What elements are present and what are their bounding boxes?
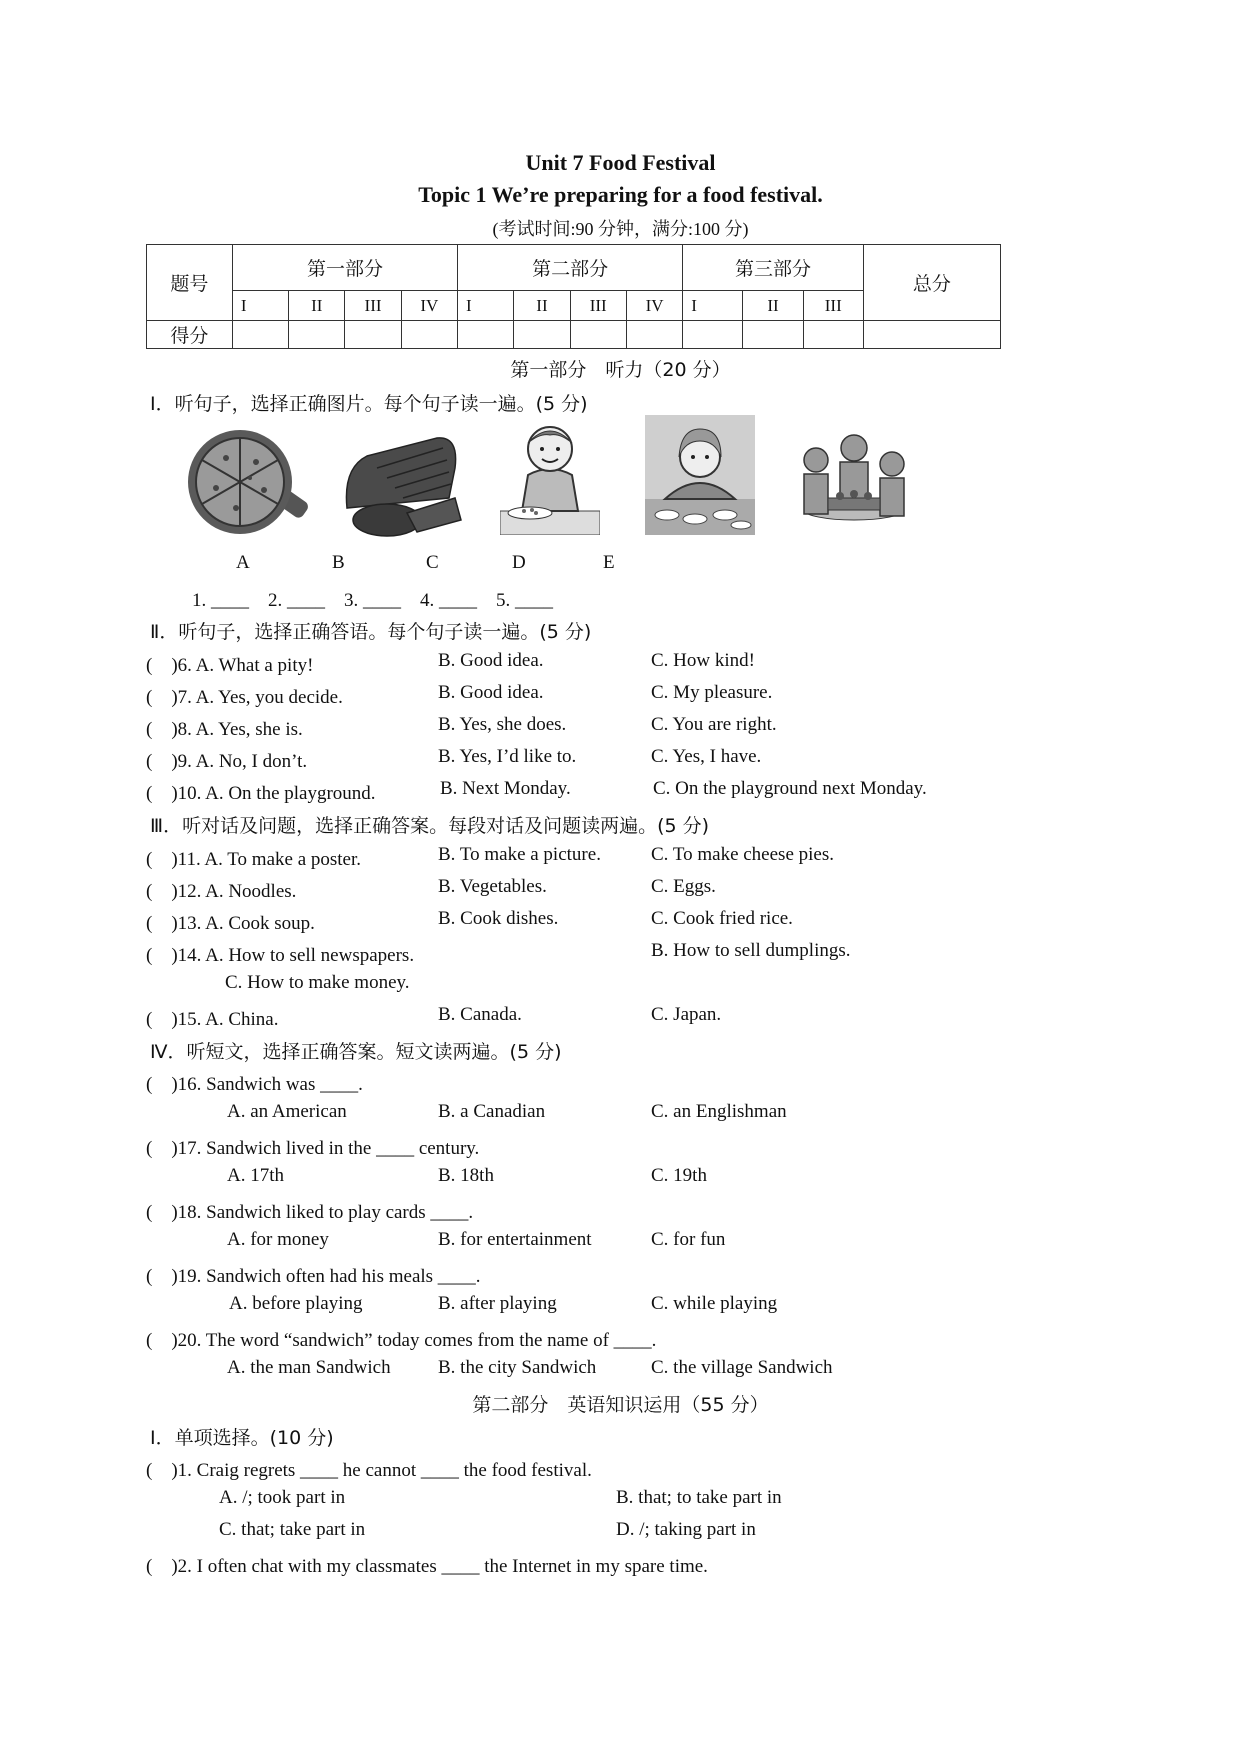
score-cell[interactable] <box>570 321 626 349</box>
question-text: ( )6. A. What a pity! <box>146 655 314 676</box>
option-a: A. an American <box>227 1101 347 1122</box>
unit-title: Unit 7 Food Festival <box>525 150 716 175</box>
option-c: C. How kind! <box>651 650 755 671</box>
woman-dumplings-picture <box>645 415 755 535</box>
option-c: C. You are right. <box>651 714 777 735</box>
option-c: C. that; take part in <box>219 1519 366 1540</box>
score-cell[interactable] <box>743 321 803 349</box>
option-b: B. after playing <box>438 1293 557 1314</box>
option-b: B. Vegetables. <box>438 876 547 897</box>
picture-letter: B <box>332 552 345 573</box>
option-c: C. the village Sandwich <box>651 1357 833 1378</box>
option-c: C. Japan. <box>651 1004 722 1025</box>
score-cell[interactable] <box>626 321 682 349</box>
option-b: B. Good idea. <box>438 682 544 703</box>
option-b: B. To make a picture. <box>438 844 601 865</box>
score-cell[interactable] <box>232 321 288 349</box>
question-text: ( )17. Sandwich lived in the ____ century. <box>146 1138 480 1159</box>
option-a: A. for money <box>227 1229 329 1250</box>
score-cell[interactable] <box>683 321 743 349</box>
option-c: C. On the playground next Monday. <box>653 778 927 799</box>
option-c: C. 19th <box>651 1165 707 1186</box>
section-heading: Ⅰ．听句子，选择正确图片。每个句子读一遍。(5 分) <box>150 393 588 415</box>
sub-label: II <box>289 291 345 321</box>
section-heading: Ⅱ．听句子，选择正确答语。每个句子读一遍。(5 分) <box>150 621 592 643</box>
sub-label: I <box>458 291 514 321</box>
picture-letter: A <box>236 552 250 573</box>
question-text: ( )16. Sandwich was ____. <box>146 1074 363 1095</box>
sub-label: III <box>345 291 401 321</box>
question-text: ( )19. Sandwich often had his meals ____. <box>146 1266 481 1287</box>
question-text: ( )18. Sandwich liked to play cards ____. <box>146 1202 474 1223</box>
section-heading: Ⅳ．听短文，选择正确答案。短文读两遍。(5 分) <box>150 1041 562 1063</box>
option-c: C. Eggs. <box>651 876 716 897</box>
option-c: C. To make cheese pies. <box>651 844 834 865</box>
pizza-picture <box>186 428 314 538</box>
option-d: D. /; taking part in <box>616 1519 756 1540</box>
bread-picture <box>337 428 465 538</box>
question-text: ( )8. A. Yes, she is. <box>146 719 303 740</box>
question-text: ( )2. I often chat with my classmates ____ the Internet in my spare time. <box>146 1556 708 1577</box>
picture-letter: D <box>512 552 526 573</box>
option-a: A. /; took part in <box>219 1487 346 1508</box>
score-cell[interactable] <box>401 321 457 349</box>
sub-label: II <box>514 291 570 321</box>
sub-label: I <box>683 291 743 321</box>
question-text: ( )14. A. How to sell newspapers. <box>146 945 415 966</box>
part1-heading: 第一部分 听力（20 分） <box>510 359 731 381</box>
answer-blanks: 1. ____ 2. ____ 3. ____ 4. ____ 5. ____ <box>192 590 554 611</box>
option-c: C. an Englishman <box>651 1101 787 1122</box>
option-b: B. the city Sandwich <box>438 1357 597 1378</box>
option-a: A. before playing <box>229 1293 363 1314</box>
option-b: B. a Canadian <box>438 1101 546 1122</box>
exam-info: (考试时间:90 分钟，满分:100 分) <box>492 219 749 239</box>
option-c: C. for fun <box>651 1229 726 1250</box>
part2-heading: 第二部分 英语知识运用（55 分） <box>472 1394 769 1416</box>
total-label: 总分 <box>863 245 1000 321</box>
picture-letter: E <box>603 552 615 573</box>
option-a: A. 17th <box>227 1165 284 1186</box>
kids-party-picture <box>784 420 919 530</box>
option-b: B. How to sell dumplings. <box>651 940 851 961</box>
question-text: ( )15. A. China. <box>146 1009 279 1030</box>
score-label: 得分 <box>147 321 233 349</box>
picture-letter: C <box>426 552 439 573</box>
option-c: C. while playing <box>651 1293 778 1314</box>
sub-label: IV <box>626 291 682 321</box>
question-text: ( )7. A. Yes, you decide. <box>146 687 343 708</box>
score-cell[interactable] <box>289 321 345 349</box>
section-heading: Ⅰ．单项选择。(10 分) <box>150 1427 334 1449</box>
option-c: C. How to make money. <box>225 972 410 993</box>
part-header: 第一部分 <box>232 245 457 291</box>
score-cell[interactable] <box>803 321 863 349</box>
row-label: 题号 <box>147 245 233 321</box>
score-cell[interactable] <box>514 321 570 349</box>
option-c: C. Yes, I have. <box>651 746 762 767</box>
score-table <box>146 244 1001 349</box>
sub-label: I <box>232 291 288 321</box>
sub-label: III <box>803 291 863 321</box>
option-b: B. Next Monday. <box>440 778 571 799</box>
question-text: ( )1. Craig regrets ____ he cannot ____ the food festival. <box>146 1460 592 1481</box>
option-c: C. Cook fried rice. <box>651 908 793 929</box>
topic-title: Topic 1 We’re preparing for a food festival. <box>418 182 823 207</box>
option-a: A. the man Sandwich <box>227 1357 391 1378</box>
question-text: ( )10. A. On the playground. <box>146 783 376 804</box>
option-b: B. Yes, I’d like to. <box>438 746 577 767</box>
sub-label: IV <box>401 291 457 321</box>
option-b: B. for entertainment <box>438 1229 592 1250</box>
question-text: ( )11. A. To make a poster. <box>146 849 362 870</box>
question-text: ( )9. A. No, I don’t. <box>146 751 308 772</box>
option-b: B. Canada. <box>438 1004 522 1025</box>
score-cell[interactable] <box>863 321 1000 349</box>
sub-label: II <box>743 291 803 321</box>
option-b: B. Good idea. <box>438 650 544 671</box>
part-header: 第二部分 <box>458 245 683 291</box>
score-cell[interactable] <box>458 321 514 349</box>
boy-cooking-picture <box>500 415 600 535</box>
question-text: ( )20. The word “sandwich” today comes from the name of ____. <box>146 1330 657 1351</box>
option-b: B. 18th <box>438 1165 494 1186</box>
option-b: B. Cook dishes. <box>438 908 559 929</box>
option-c: C. My pleasure. <box>651 682 773 703</box>
option-b: B. that; to take part in <box>616 1487 782 1508</box>
score-cell[interactable] <box>345 321 401 349</box>
question-text: ( )12. A. Noodles. <box>146 881 297 902</box>
option-b: B. Yes, she does. <box>438 714 567 735</box>
sub-label: III <box>570 291 626 321</box>
question-text: ( )13. A. Cook soup. <box>146 913 315 934</box>
part-header: 第三部分 <box>683 245 864 291</box>
section-heading: Ⅲ．听对话及问题，选择正确答案。每段对话及问题读两遍。(5 分) <box>150 815 710 837</box>
